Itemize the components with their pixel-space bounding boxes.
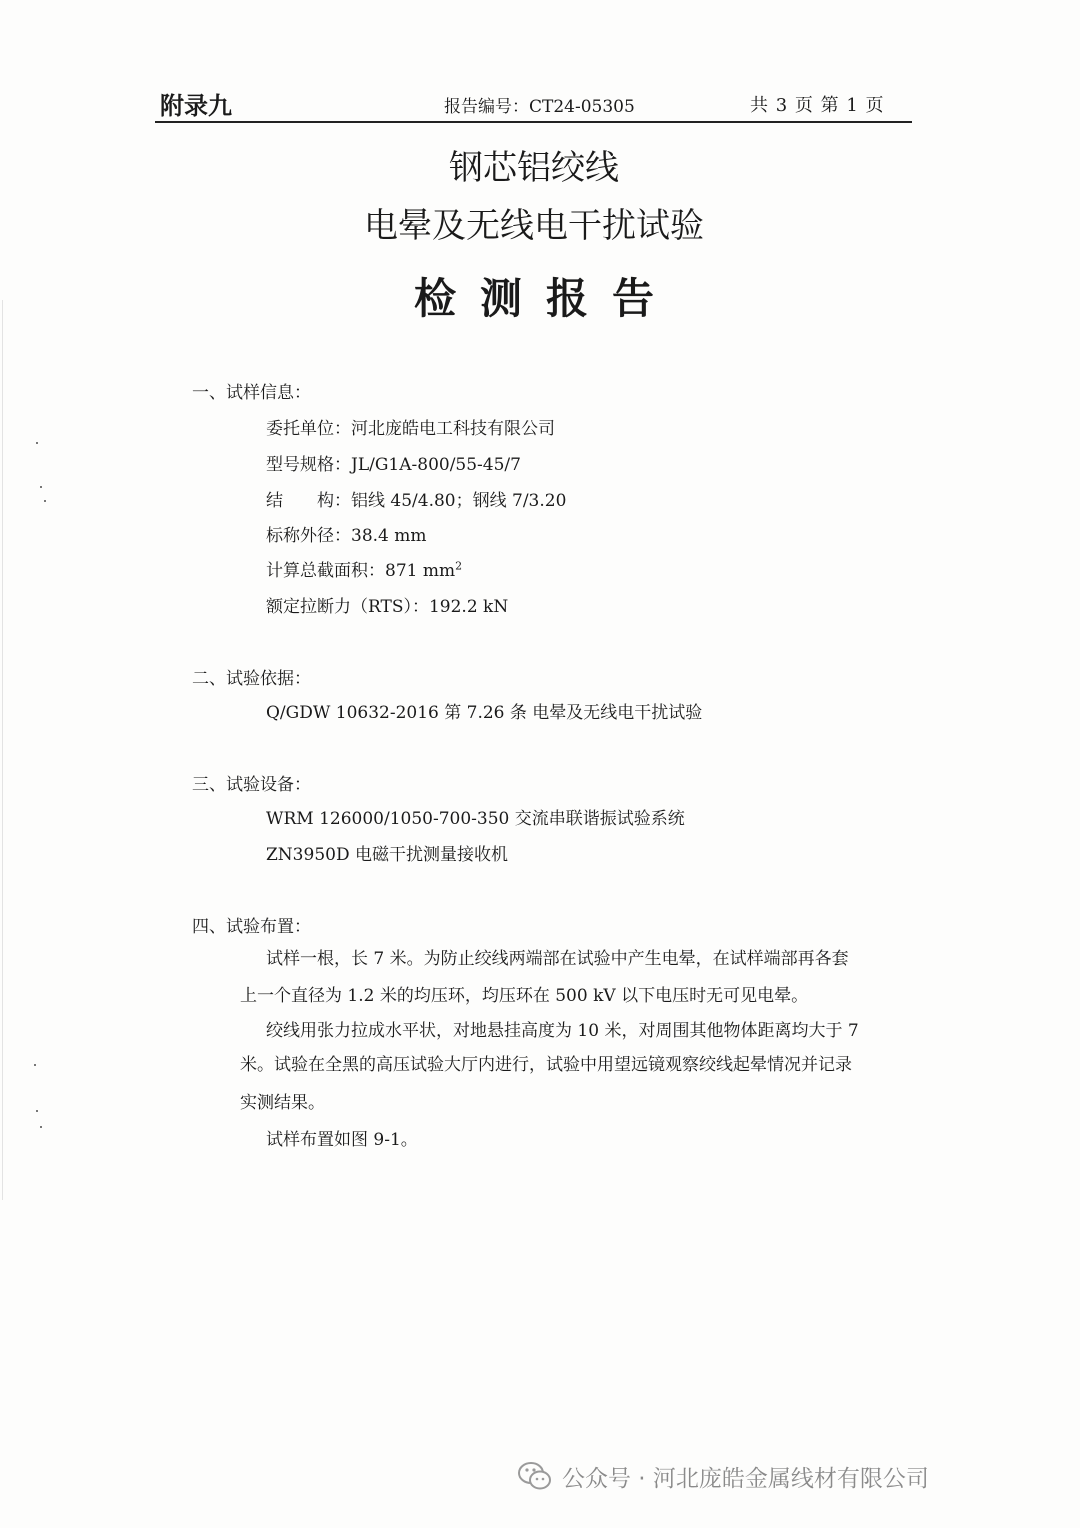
sample-area-superscript: 2	[455, 559, 463, 573]
layout-para-2-line-2: 米。试验在全黑的高压试验大厅内进行，试验中用望远镜观察绞线起晕情况并记录	[240, 1055, 852, 1075]
layout-para-3: 试样布置如图 9-1。	[266, 1130, 418, 1150]
scan-edge	[2, 300, 3, 1200]
report-title: 检测报告	[413, 274, 678, 323]
watermark-text: 公众号 · 河北庞皓金属线材有限公司	[562, 1465, 929, 1492]
appendix-label: 附录九	[160, 92, 232, 120]
scan-speck	[40, 486, 42, 488]
scan-speck	[40, 1126, 42, 1128]
report-number: 报告编号：CT24-05305	[444, 97, 635, 117]
section-sample-heading: 一、试样信息：	[192, 383, 311, 403]
sample-rts: 额定拉断力（RTS）：192.2 kN	[266, 597, 509, 617]
equipment-item-1: WRM 126000/1050-700-350 交流串联谐振试验系统	[266, 809, 685, 829]
layout-para-2-line-3: 实测结果。	[240, 1093, 325, 1113]
wechat-icon	[518, 1461, 552, 1491]
scan-speck	[34, 1064, 36, 1066]
equipment-item-2: ZN3950D 电磁干扰测量接收机	[266, 845, 508, 865]
sample-area	[266, 556, 462, 581]
sample-model: 型号规格：JL/G1A-800/55-45/7	[266, 455, 521, 475]
wechat-watermark	[518, 1456, 929, 1496]
layout-para-2-line-1: 绞线用张力拉成水平状，对地悬挂高度为 10 米，对周围其他物体距离均大于 7	[266, 1021, 859, 1041]
sample-client: 委托单位：河北庞皓电工科技有限公司	[266, 419, 555, 439]
sample-diameter: 标称外径：38.4 mm	[266, 526, 427, 546]
sample-area-text: 计算总截面积：871 mm	[266, 561, 456, 581]
sample-structure: 结 构：铝线 45/4.80；钢线 7/3.20	[266, 491, 567, 511]
title-line-2: 电晕及无线电干扰试验	[364, 206, 704, 246]
page-indicator: 共 3 页 第 1 页	[750, 95, 885, 116]
section-basis-heading: 二、试验依据：	[192, 669, 311, 689]
scan-speck	[36, 442, 38, 444]
basis-standard: Q/GDW 10632-2016 第 7.26 条 电晕及无线电干扰试验	[266, 703, 703, 723]
scan-speck	[44, 500, 46, 502]
header-rule	[155, 121, 912, 123]
title-line-1: 钢芯铝绞线	[449, 148, 619, 188]
section-layout-heading: 四、试验布置：	[192, 917, 311, 937]
layout-para-1-line-2: 上一个直径为 1.2 米的均压环，均压环在 500 kV 以下电压时无可见电晕。	[240, 986, 809, 1006]
section-equipment-heading: 三、试验设备：	[192, 775, 311, 795]
scan-speck	[36, 1110, 38, 1112]
layout-para-1-line-1: 试样一根，长 7 米。为防止绞线两端部在试验中产生电晕，在试样端部再各套	[266, 949, 849, 969]
